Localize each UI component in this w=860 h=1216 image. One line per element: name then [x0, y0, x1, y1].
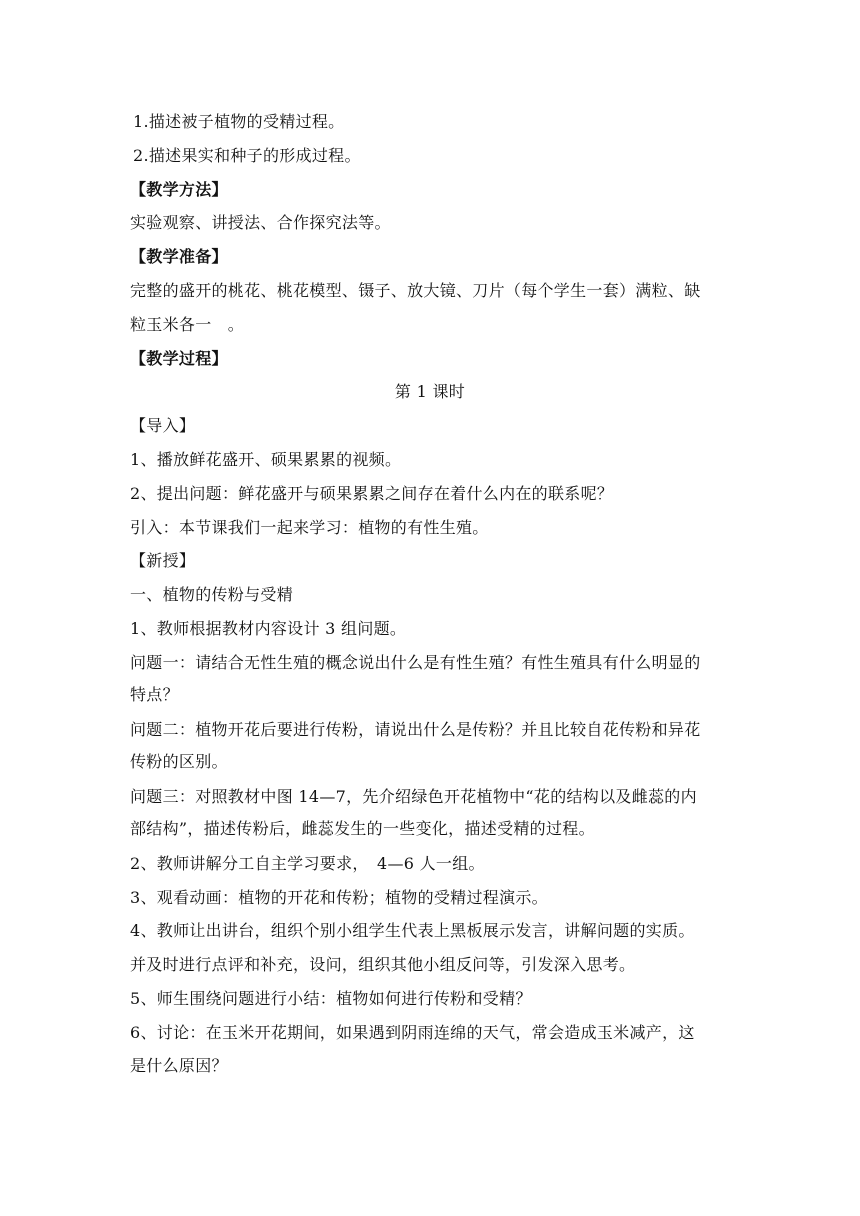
step-4-line-2: 并及时进行点评和补充，设问，组织其他小组反问等，引发深入思考。 [130, 955, 636, 974]
teaching-method-heading: 【教学方法】 [130, 180, 228, 199]
teaching-prep-heading: 【教学准备】 [130, 247, 228, 266]
step-6-line-2: 是什么原因？ [130, 1056, 228, 1075]
question-2-line-1: 问题二：植物开花后要进行传粉，请说出什么是传粉？并且比较自花传粉和异花 [130, 720, 701, 739]
step-5: 5、师生围绕问题进行小结：植物如何进行传粉和受精？ [130, 989, 532, 1008]
question-3-line-2: 部结构”，描述传粉后，雌蕊发生的一些变化，描述受精的过程。 [130, 819, 595, 838]
step-2: 2、教师讲解分工自主学习要求， 4—6 人一组。 [130, 854, 485, 873]
objective-2: 2.描述果实和种子的形成过程。 [133, 146, 361, 165]
step-3: 3、观看动画：植物的开花和传粉；植物的受精过程演示。 [130, 888, 548, 907]
intro-step-2: 2、提出问题：鲜花盛开与硕果累累之间存在着什么内在的联系呢？ [130, 484, 614, 503]
step-4-line-1: 4、教师让出讲台，组织个别小组学生代表上黑板展示发言，讲解问题的实质。 [130, 921, 695, 940]
step-1: 1、教师根据教材内容设计 3 组问题。 [130, 619, 407, 638]
objective-1: 1.描述被子植物的受精过程。 [133, 112, 345, 131]
section-1-title: 一、植物的传粉与受精 [130, 585, 294, 604]
intro-step-1: 1、播放鲜花盛开、硕果累累的视频。 [130, 450, 402, 469]
new-lesson-heading: 【新授】 [130, 551, 196, 570]
teaching-prep-text-2: 粒玉米各一 。 [130, 315, 245, 334]
teaching-process-heading: 【教学过程】 [130, 349, 228, 368]
intro-step-3: 引入：本节课我们一起来学习：植物的有性生殖。 [130, 518, 489, 537]
teaching-method-text: 实验观察、讲授法、合作探究法等。 [130, 213, 391, 232]
teaching-prep-text-1: 完整的盛开的桃花、桃花模型、镊子、放大镜、刀片（每个学生一套）满粒、缺 [130, 281, 701, 300]
question-1-line-2: 特点？ [130, 685, 179, 704]
question-3-line-1: 问题三：对照教材中图 14—7，先介绍绿色开花植物中“花的结构以及雌蕊的内 [130, 787, 697, 806]
question-2-line-2: 传粉的区别。 [130, 752, 228, 771]
intro-heading: 【导入】 [130, 416, 196, 435]
step-6-line-1: 6、讨论：在玉米开花期间，如果遇到阴雨连绵的天气，常会造成玉米减产，这 [130, 1023, 695, 1042]
lesson-title: 第 1 课时 [394, 382, 466, 401]
question-1-line-1: 问题一：请结合无性生殖的概念说出什么是有性生殖？有性生殖具有什么明显的 [130, 653, 701, 672]
